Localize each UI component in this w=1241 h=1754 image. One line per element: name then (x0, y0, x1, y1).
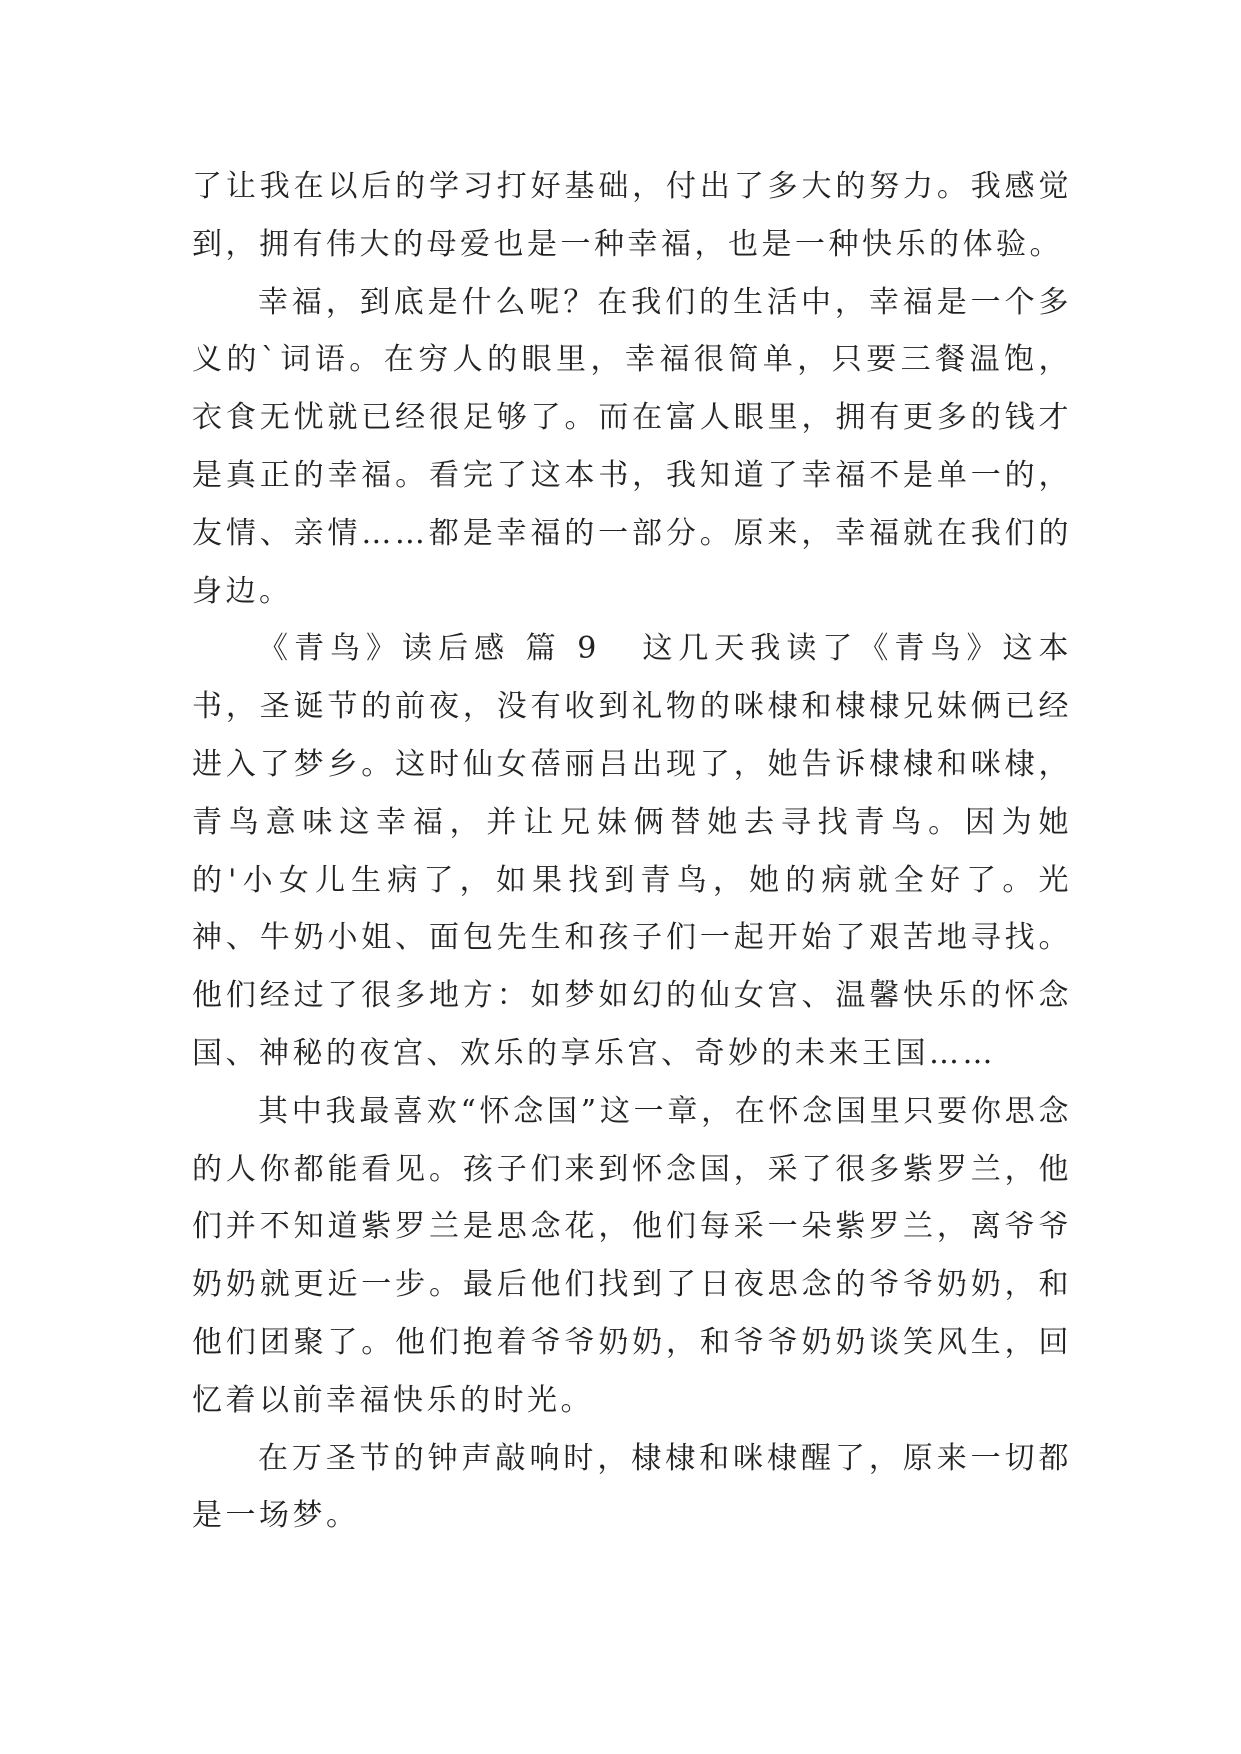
paragraph-5: 在万圣节的钟声敲响时，棣棣和咪棣醒了，原来一切都是一场梦。 (192, 1440, 1072, 1534)
paragraph-1: 了让我在以后的学习打好基础，付出了多大的努力。我感觉到，拥有伟大的母爱也是一种幸福，也是一种快乐的体验。 (192, 169, 1072, 262)
paragraph-3-text: 这几天我读了《青鸟》这本书，圣诞节的前夜，没有收到礼物的咪棣和棣棣兄妹俩已经进入了梦乡。这时仙女蓓丽吕出现了，她告诉棣棣和咪棣，青鸟意味这幸福，并让兄妹俩替她去寻找青鸟。因为她的'小女儿生病了，如果找到青鸟，她的病就全好了。光神、牛奶小姐、面包先生和孩子们一起开始了艰苦地寻找。他们经过了很多地方：如梦如幻的仙女宫、温馨快乐的怀念国、神秘的夜宫、欢乐的享乐宫、奇妙的未来王国…… (192, 631, 1072, 1071)
paragraph-2: 幸福，到底是什么呢？在我们的生活中，幸福是一个多义的`词语。在穷人的眼里，幸福很简单，只要三餐温饱，衣食无忧就已经很足够了。而在富人眼里，拥有更多的钱才是真正的幸福。看完了这本书，我知道了幸福不是单一的，友情、亲情……都是幸福的一部分。原来，幸福就在我们的身边。 (192, 284, 1072, 609)
paragraph-3 (192, 620, 1072, 1082)
section-heading: 《青鸟》读后感 篇 9 (258, 631, 600, 667)
paragraph-4: 其中我最喜欢“怀念国”这一章，在怀念国里只要你思念的人你都能看见。孩子们来到怀念国，采了很多紫罗兰，他们并不知道紫罗兰是思念花，他们每采一朵紫罗兰，离爷爷奶奶就更近一步。最后他们找到了日夜思念的爷爷奶奶，和他们团聚了。他们抱着爷爷奶奶，和爷爷奶奶谈笑风生，回忆着以前幸福快乐的时光。 (192, 1093, 1072, 1418)
document-page (192, 158, 1072, 1545)
